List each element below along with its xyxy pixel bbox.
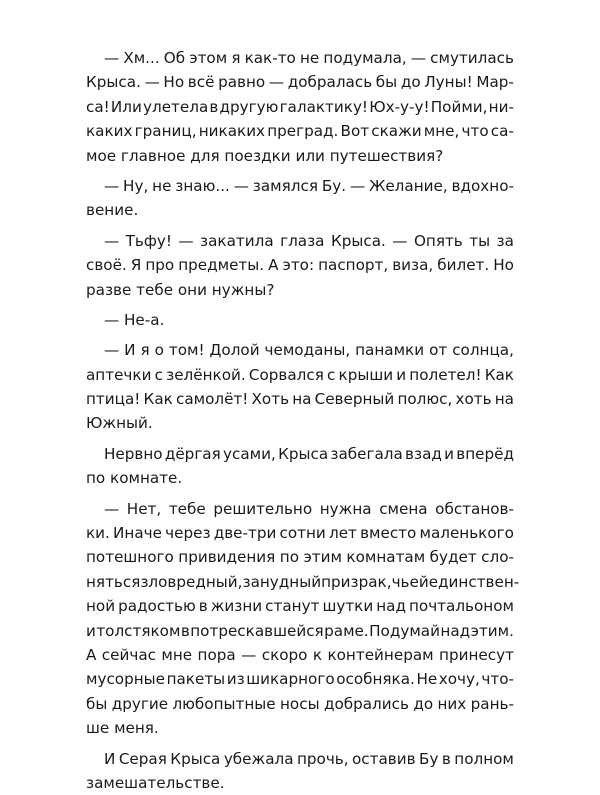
paragraph <box>86 308 514 332</box>
text-line: птица! Как самолёт! Хоть на Северный полюс, хоть на <box>86 390 514 409</box>
paragraph <box>86 338 514 436</box>
text-line: — Хм... Об этом я как-то не подумала, — смутилась <box>104 49 514 67</box>
text-line: — Тьфу! — закатила глаза Крыса. — Опять ты за <box>104 231 514 250</box>
text-line: ной радостью в жизни станут шутки над почтальоном <box>86 597 514 616</box>
text-line: и толстяком в потрескавшейся раме. Подумай над этим. <box>86 621 514 640</box>
text-line: — Нет, тебе решительно нужна смена обстанов- <box>104 499 514 518</box>
paragraph <box>86 174 514 223</box>
text-line: замешательстве. <box>86 773 225 792</box>
text-line: аптечки с зелёнкой. Сорвался с крыши и полетел! Как <box>86 365 514 384</box>
text-line: няться зловредный, занудный призрак, чьей единствен- <box>86 572 520 591</box>
paragraph <box>86 229 514 302</box>
text-line: Южный. <box>86 414 153 433</box>
text-line: Нервно дёргая усами, Крыса забегала взад и вперёд <box>104 444 514 463</box>
text-line: вение. <box>86 201 139 220</box>
text-line: своё. Я про предметы. А это: паспорт, виза, билет. Но <box>86 256 514 275</box>
paragraph <box>86 46 514 168</box>
text-line: ше меня. <box>86 719 159 738</box>
text-line: И Серая Крыса убежала прочь, оставив Бу в полном <box>104 749 514 768</box>
paragraph <box>86 442 514 491</box>
text-line: разве тебе они нужны? <box>86 280 275 299</box>
text-line: А сейчас мне пора — скоро к контейнерам принесут <box>86 645 514 664</box>
text-line: — И я о том! Долой чемоданы, панамки от солнца, <box>104 341 514 360</box>
paragraph <box>86 497 520 741</box>
text-line: са! Или улетела в другую галактику! Юх-у-у! Пойми, ни- <box>86 97 514 116</box>
text-line: ки. Иначе через две-три сотни лет вместо маленького <box>86 524 514 543</box>
text-line: мое главное для поездки или путешествия? <box>86 146 444 165</box>
text-line: — Не-а. <box>104 310 165 329</box>
text-line: каких границ, никаких преград. Вот скажи мне, что са- <box>86 122 514 141</box>
paragraph <box>86 747 514 795</box>
text-line: — Ну, не знаю... — замялся Бу. — Желание, вдохно- <box>104 176 514 195</box>
book-page <box>86 46 520 795</box>
text-line: мусорные пакеты из шикарного особняка. Не хочу, что- <box>86 670 514 689</box>
text-line: бы другие любопытные носы добрались до них рань- <box>86 694 514 713</box>
text-line: потешного привидения по этим комнатам будет сло- <box>86 548 514 567</box>
text-line: Крыса. — Но всё равно — добралась бы до Луны! Мар- <box>86 73 514 92</box>
text-line: по комнате. <box>86 469 183 488</box>
